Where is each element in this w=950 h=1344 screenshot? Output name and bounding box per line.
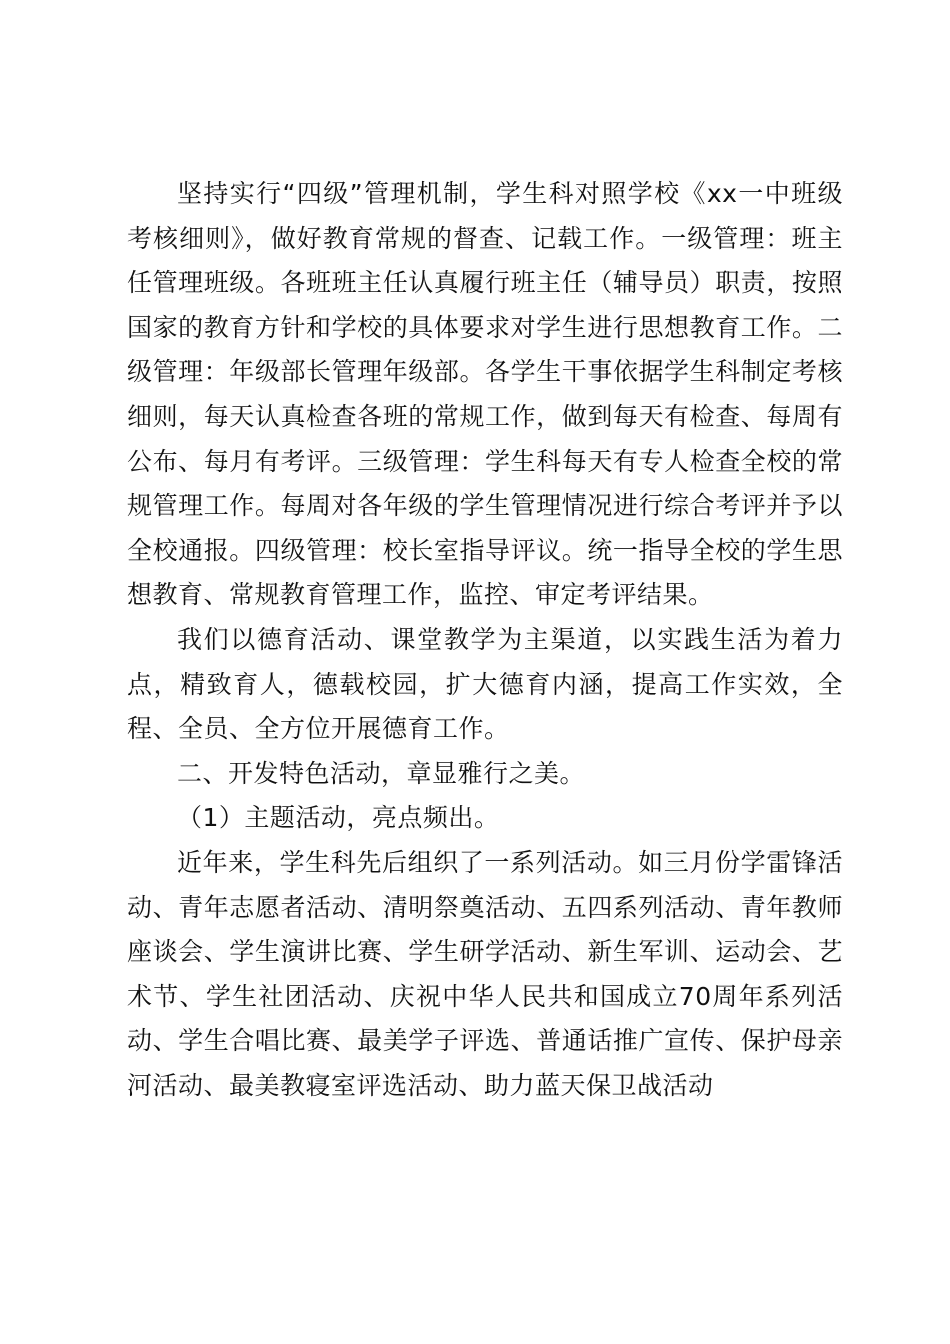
paragraph-moral-education-channels: 我们以德育活动、课堂教学为主渠道，以实践生活为着力点，精致育人，德载校园，扩大德育内涵，提高工作实效，全程、全员、全方位开展德育工作。 (127, 624, 843, 744)
paragraph-four-level-management: 坚持实行“四级”管理机制，学生科对照学校《xx一中班级考核细则》，做好教育常规的督查、记载工作。一级管理：班主任管理班级。各班班主任认真履行班主任（辅导员）职责，按照国家的教育方针和学校的具体要求对学生进行思想教育工作。二级管理：年级部长管理年级部。各学生干事依据学生科制定考核细则，每天认真检查各班的常规工作，做到每天有检查、每周有公布、每月有考评。三级管理：学生科每天有专人检查全校的常规管理工作。每周对各年级的学生管理情况进行综合考评并予以全校通报。四级管理：校长室指导评议。统一指导全校的学生思想教育、常规教育管理工作，监控、审定考评结果。 (127, 179, 843, 610)
subheading-theme-activities: （1）主题活动，亮点频出。 (177, 803, 500, 833)
document-body (127, 172, 843, 1108)
section-heading-featured-activities: 二、开发特色活动，章显雅行之美。 (177, 758, 586, 788)
paragraph-recent-activities: 近年来，学生科先后组织了一系列活动。如三月份学雷锋活动、青年志愿者活动、清明祭奠活动、五四系列活动、青年教师座谈会、学生演讲比赛、学生研学活动、新生军训、运动会、艺术节、学生社团活动、庆祝中华人民共和国成立70周年系列活动、学生合唱比赛、最美学子评选、普通话推广宣传、保护母亲河活动、最美教寝室评选活动、助力蓝天保卫战活动 (127, 847, 843, 1100)
